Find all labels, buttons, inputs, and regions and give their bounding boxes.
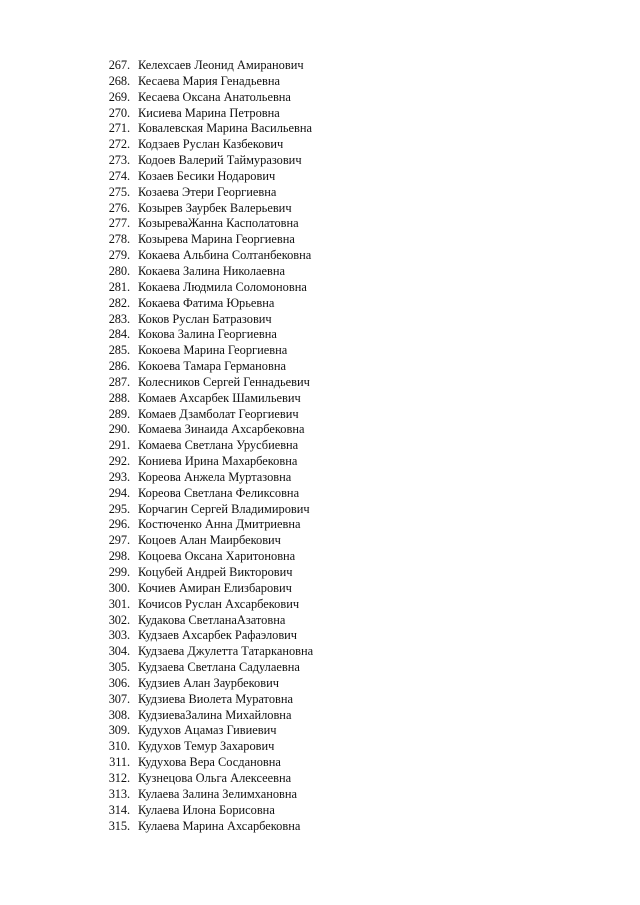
entry-name: Кудзаев Ахсарбек Рафаэлович	[138, 628, 298, 643]
entry-name: Кудухов Темур Захарович	[138, 739, 275, 754]
entry-number: 314.	[108, 802, 130, 817]
entry-name: Кокова Залина Георгиевна	[138, 327, 277, 342]
entry-name: Кудухов Ацамаз Гивиевич	[138, 723, 277, 738]
entry-name: Кудзаева Светлана Садулаевна	[138, 660, 300, 675]
entry-name: Кузнецова Ольга Алексеевна	[138, 770, 292, 785]
entry-name: Козаев Бесики Нодарович	[138, 168, 276, 183]
list-item	[100, 628, 500, 644]
entry-number: 281.	[108, 279, 130, 294]
list-item	[100, 644, 500, 660]
entry-name: Козырев Заурбек Валерьевич	[138, 200, 292, 215]
entry-name: Кулаева Илона Борисовна	[138, 802, 275, 817]
entry-name: Кокоева Марина Георгиевна	[138, 343, 288, 358]
entry-name: Келехсаев Леонид Амиранович	[138, 58, 304, 72]
entry-number: 272.	[108, 137, 130, 152]
list-item	[100, 422, 500, 438]
entry-number: 285.	[108, 343, 130, 358]
entry-name: Кочиев Амиран Елизбарович	[138, 580, 292, 595]
list-item	[100, 201, 500, 217]
entry-name: Колесников Сергей Геннадьевич	[138, 374, 310, 389]
list-item	[100, 723, 500, 739]
entry-number: 270.	[108, 105, 130, 120]
list-item	[100, 549, 500, 565]
list-item	[100, 407, 500, 423]
list-item	[100, 264, 500, 280]
entry-number: 276.	[108, 200, 130, 215]
entry-number: 315.	[108, 818, 130, 833]
entry-number: 298.	[108, 549, 130, 564]
entry-number: 291.	[108, 438, 130, 453]
entry-name: Комаев Ахсарбек Шамильевич	[138, 390, 301, 405]
entry-name: Корчагин Сергей Владимирович	[138, 501, 310, 516]
list-item	[100, 692, 500, 708]
list-item	[100, 517, 500, 533]
entry-number: 286.	[108, 359, 130, 374]
entry-name: Кудзиев Алан Заурбекович	[138, 675, 279, 690]
entry-name: Кудакова СветланаАзатовна	[138, 612, 286, 627]
entry-number: 279.	[108, 248, 130, 263]
list-item	[100, 312, 500, 328]
list-item	[100, 597, 500, 613]
entry-name: КудзиеваЗалина Михайловна	[138, 707, 292, 722]
entry-number: 296.	[108, 517, 130, 532]
entry-number: 290.	[108, 422, 130, 437]
entry-number: 267.	[108, 58, 130, 72]
list-item	[100, 739, 500, 755]
list-item	[100, 565, 500, 581]
entry-name: Комаева Светлана Урусбиевна	[138, 438, 299, 453]
entry-name: Кониева Ирина Махарбековна	[138, 454, 298, 469]
entry-number: 313.	[108, 786, 130, 801]
entry-name: Коцоева Оксана Харитоновна	[138, 549, 296, 564]
entry-name: Кесаева Оксана Анатольевна	[138, 89, 291, 104]
name-list	[100, 58, 500, 834]
entry-name: Козаева Этери Георгиевна	[138, 184, 277, 199]
entry-name: Кодоев Валерий Таймуразович	[138, 153, 302, 168]
list-item	[100, 486, 500, 502]
entry-name: Комаев Дзамболат Георгиевич	[138, 406, 299, 421]
list-item	[100, 121, 500, 137]
list-item	[100, 137, 500, 153]
entry-number: 302.	[108, 612, 130, 627]
entry-name: Кудзиева Виолета Муратовна	[138, 691, 293, 706]
entry-number: 305.	[108, 660, 130, 675]
list-item	[100, 359, 500, 375]
list-item	[100, 74, 500, 90]
list-item	[100, 819, 500, 835]
list-item	[100, 58, 500, 74]
entry-number: 308.	[108, 707, 130, 722]
list-item	[100, 153, 500, 169]
list-item	[100, 502, 500, 518]
entry-name: КозыреваЖанна Касполатовна	[138, 216, 299, 231]
entry-number: 310.	[108, 739, 130, 754]
entry-name: Кокаева Фатима Юрьевна	[138, 295, 275, 310]
entry-number: 280.	[108, 263, 130, 278]
list-item	[100, 533, 500, 549]
entry-name: Кесаева Мария Генадьевна	[138, 73, 280, 88]
entry-name: Коков Руслан Батразович	[138, 311, 272, 326]
list-item	[100, 216, 500, 232]
entry-number: 282.	[108, 295, 130, 310]
entry-number: 275.	[108, 184, 130, 199]
entry-number: 294.	[108, 485, 130, 500]
entry-name: Кочисов Руслан Ахсарбекович	[138, 596, 300, 611]
entry-number: 304.	[108, 644, 130, 659]
list-item	[100, 613, 500, 629]
entry-name: Кореова Анжела Муртазовна	[138, 469, 292, 484]
entry-number: 292.	[108, 454, 130, 469]
entry-name: Кудзаева Джулетта Татаркановна	[138, 644, 314, 659]
list-item	[100, 708, 500, 724]
entry-number: 293.	[108, 469, 130, 484]
list-item	[100, 676, 500, 692]
entry-number: 288.	[108, 390, 130, 405]
entry-number: 312.	[108, 770, 130, 785]
list-item	[100, 438, 500, 454]
entry-number: 295.	[108, 501, 130, 516]
list-item	[100, 106, 500, 122]
entry-number: 299.	[108, 565, 130, 579]
entry-number: 277.	[108, 216, 130, 231]
entry-name: Кулаева Залина Зелимхановна	[138, 786, 298, 801]
entry-name: Коцубей Андрей Викторович	[138, 565, 293, 579]
list-item	[100, 470, 500, 486]
entry-name: Кокаева Залина Николаевна	[138, 263, 285, 278]
entry-number: 287.	[108, 374, 130, 389]
entry-number: 268.	[108, 73, 130, 88]
entry-number: 300.	[108, 580, 130, 595]
list-item	[100, 296, 500, 312]
list-item	[100, 248, 500, 264]
entry-number: 271.	[108, 121, 130, 136]
entry-name: Кисиева Марина Петровна	[138, 105, 280, 120]
entry-number: 301.	[108, 596, 130, 611]
entry-number: 289.	[108, 406, 130, 421]
list-item	[100, 391, 500, 407]
entry-number: 278.	[108, 232, 130, 247]
entry-name: Кокаева Людмила Соломоновна	[138, 279, 307, 294]
entry-name: Кулаева Марина Ахсарбековна	[138, 818, 301, 833]
entry-name: Кореова Светлана Феликсовна	[138, 485, 300, 500]
entry-name: Кокоева Тамара Германовна	[138, 359, 286, 374]
list-item	[100, 375, 500, 391]
list-item	[100, 280, 500, 296]
list-item	[100, 771, 500, 787]
entry-name: Кодзаев Руслан Казбекович	[138, 137, 284, 152]
entry-number: 303.	[108, 628, 130, 643]
entry-name: Комаева Зинаида Ахсарбековна	[138, 422, 305, 437]
entry-name: Ковалевская Марина Васильевна	[138, 121, 313, 136]
entry-name: Костюченко Анна Дмитриевна	[138, 517, 301, 532]
list-item	[100, 232, 500, 248]
entry-number: 273.	[108, 153, 130, 168]
entry-number: 297.	[108, 533, 130, 548]
entry-name: Кокаева Альбина Солтанбековна	[138, 248, 312, 263]
list-item	[100, 454, 500, 470]
entry-number: 309.	[108, 723, 130, 738]
entry-number: 311.	[109, 755, 130, 770]
list-item	[100, 787, 500, 803]
list-item	[100, 803, 500, 819]
list-item	[100, 343, 500, 359]
list-item	[100, 185, 500, 201]
entry-name: Кудухова Вера Сосдановна	[138, 755, 281, 770]
entry-name: Коцоев Алан Маирбекович	[138, 533, 281, 548]
entry-number: 306.	[108, 675, 130, 690]
entry-name: Козырева Марина Георгиевна	[138, 232, 295, 247]
list-item	[100, 755, 500, 771]
list-item	[100, 90, 500, 106]
list-item	[100, 327, 500, 343]
list-item	[100, 169, 500, 185]
entry-number: 269.	[108, 89, 130, 104]
entry-number: 284.	[108, 327, 130, 342]
entry-number: 307.	[108, 691, 130, 706]
entry-number: 274.	[108, 168, 130, 183]
entry-number: 283.	[108, 311, 130, 326]
list-item	[100, 660, 500, 676]
list-item	[100, 581, 500, 597]
